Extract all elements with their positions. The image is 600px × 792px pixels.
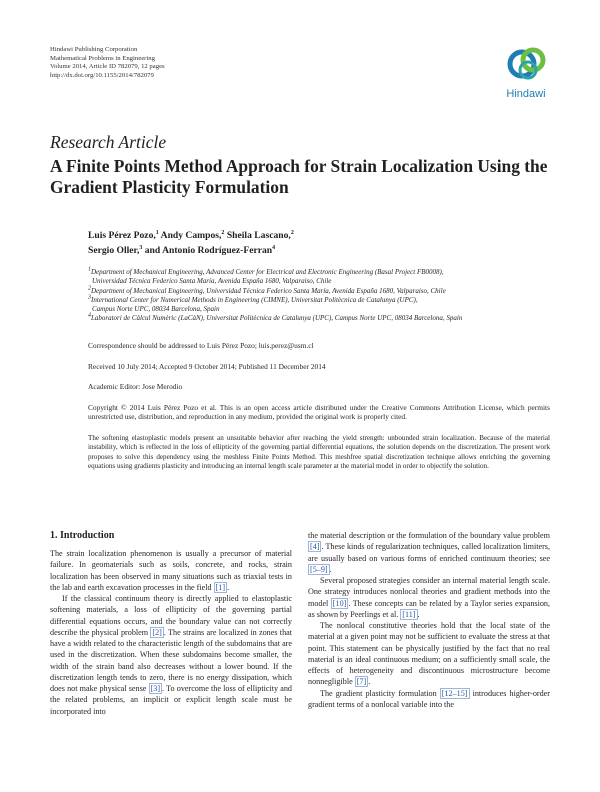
- paragraph: [308, 575, 550, 620]
- paragraph-text: the material description or the formulation of the boundary value problem: [308, 531, 550, 540]
- author-name: Sheila Lascano,: [226, 230, 291, 241]
- paragraph-text: .: [368, 677, 371, 687]
- affiliation-item: [88, 296, 558, 305]
- paragraph: [308, 688, 550, 711]
- paragraph-text: . These concepts can be related by a Taylor series expansion, as shown by Peerlings et al.: [308, 598, 551, 619]
- affiliation-text: Department of Mechanical Engineering, Advanced Center for Electrical and Electronic Engineering (Basal Project FB0008),: [91, 268, 444, 276]
- citation-link[interactable]: [5–9]: [310, 564, 328, 574]
- affiliation-item: [88, 287, 558, 296]
- paragraph-text: . To overcome the loss of ellipticity and the related problems, an implicit or explicit length scale must be incorporated into: [50, 684, 292, 716]
- citation-link[interactable]: [12–15]: [441, 688, 468, 698]
- paragraph-text: .: [329, 564, 332, 574]
- author-sup: 2: [290, 229, 294, 236]
- author-name: Sergio Oller,: [88, 245, 140, 256]
- affiliation-sup: 4: [88, 313, 91, 320]
- paragraph: [308, 620, 550, 688]
- citation-link[interactable]: [7]: [356, 677, 367, 687]
- citation-link[interactable]: [3]: [150, 684, 161, 693]
- correspondence: Correspondence should be addressed to Luis Pérez Pozo; luis.perez@usm.cl: [88, 341, 314, 350]
- citation-link[interactable]: [1]: [215, 582, 226, 592]
- paragraph-text: .: [227, 582, 230, 592]
- citation-link[interactable]: [10]: [332, 598, 347, 608]
- left-column: [50, 548, 292, 717]
- paragraph-text: . These kinds of regularization techniques, called localization limiters, are usually based on various forms of enriched continuum theories; see: [308, 542, 550, 563]
- copyright: Copyright © 2014 Luis Pérez Pozo et al. This is an open access article distributed under the Creative Commons Attribution License, which permits unrestricted use, distribution, and reproduction in any medium, provided the original work is properly cited.: [88, 403, 550, 422]
- section-heading: 1. Introduction: [50, 530, 115, 541]
- author-sup: 4: [272, 244, 276, 251]
- hindawi-logo: [498, 44, 554, 104]
- journal-name-line: Mathematical Problems in Engineering: [50, 54, 155, 62]
- paragraph: [50, 548, 292, 593]
- affiliation-text: International Center for Numerical Methods in Engineering (CIMNE), Universitat Politècnica de Catalunya (UPC),: [91, 295, 418, 304]
- affiliations: [88, 268, 558, 324]
- affiliation-item: [88, 314, 558, 323]
- citation-link[interactable]: [4]: [310, 542, 320, 552]
- paragraph-text: introduces higher-order gradient terms of a nonlocal variable into the: [308, 688, 550, 709]
- dates: Received 10 July 2014; Accepted 9 October 2014; Published 11 December 2014: [88, 362, 326, 371]
- publisher-line: Hindawi Publishing Corporation: [50, 46, 138, 53]
- paragraph: [50, 593, 292, 717]
- affiliation-text: Department of Mechanical Engineering, Universidad Técnica Federico Santa María, Avenida España 1680, Valparaiso, Chile: [91, 286, 446, 295]
- right-column: [308, 530, 550, 710]
- paper-title: A Finite Points Method Approach for Strain Localization Using the Gradient Plasticity Formulation: [50, 156, 548, 197]
- volume-line: Volume 2014, Article ID 782079, 12 pages: [50, 63, 165, 71]
- affiliation-sup: 2: [88, 285, 91, 292]
- paragraph-text: Several proposed strategies consider an internal material length scale. One strategy introduces nonlocal theories and gradient methods into the model: [308, 576, 550, 608]
- author-name: Andy Campos,: [160, 230, 222, 241]
- author-list: [88, 228, 528, 258]
- author-sup: 3: [139, 244, 143, 251]
- paragraph-text: . The strains are localized in zones that have a width related to the characteristic length of the subdomains that are used in the discretization. When these subdomains become smaller, the width of the strain band also decreases without a lower bound. If the discretization length tends to zero, there is no energy dissipation, which does not make physical sense: [50, 627, 292, 693]
- author-name: and Antonio Rodríguez-Ferran: [144, 245, 273, 256]
- author-name: Luis Pérez Pozo,: [88, 230, 156, 241]
- hindawi-rings-icon: [498, 44, 554, 86]
- academic-editor: Academic Editor: Jose Merodio: [88, 382, 183, 391]
- paragraph-text: If the classical continuum theory is directly applied to elastoplastic softening materials, a loss of ellipticity of the governing partial differential equations occurs, and the boundary value can not correctly describe the physical problem: [50, 594, 292, 637]
- citation-link[interactable]: [2]: [152, 627, 162, 637]
- affiliation-item-cont: Campus Norte UPC, 08034 Barcelona, Spain: [92, 305, 220, 314]
- author-sup: 2: [221, 229, 225, 236]
- hindawi-logo-text: Hindawi: [506, 88, 546, 100]
- doi-link[interactable]: http://dx.doi.org/10.1155/2014/782079: [50, 71, 154, 79]
- paragraph-text: The strain localization phenomenon is usually a precursor of material failure. In geomaterials such as soils, concrete, and rocks, strain localization has been observed in many situations such as triaxial tests in the lab and earth excavation processes in the field: [50, 549, 292, 592]
- author-sup: 1: [155, 229, 159, 236]
- paragraph-text: The gradient plasticity formulation: [320, 688, 437, 698]
- affiliation-sup: 1: [88, 266, 91, 273]
- affiliation-sup: 3: [88, 294, 91, 301]
- citation-link[interactable]: [11]: [402, 609, 416, 619]
- affiliation-item-cont: Universidad Técnica Federico Santa María, Avenida España 1680, Valparaiso, Chile: [92, 277, 332, 286]
- abstract: The softening elastoplastic models present an unsuitable behavior after reaching the yield strength: unbounded strain localization. Because of the material instability, which is reflected in the loss of ellipticity of the governing partial differential equations, the solution depends on the discretization. The present work proposes to solve this dependency using the meshless Finite Points Method. This meshfree spatial discretization technique allows enriching the governing equations using gradients plasticity and introducing an internal length scale parameter at the material model in order to objectify the solution.: [88, 434, 550, 471]
- journal-header: [50, 46, 165, 80]
- paragraph: [308, 530, 550, 575]
- paragraph-text: The nonlocal constitutive theories hold that the local state of the material at a given point may not be sufficient to evaluate the stress at that point. This statement can be physically justified by the fact that no real material is an ideal continuous medium; on a sufficiently small scale, the effects of heterogeneity and discontinuous microstructure become nonnegligible: [308, 621, 550, 687]
- affiliation-text: Laboratori de Càlcul Numèric (LaCàN), Universitat Politècnica de Catalunya (UPC), Campus Norte UPC, 08034 Barcelona, Spain: [91, 314, 463, 323]
- paragraph-text: .: [417, 609, 420, 619]
- affiliation-item: [88, 268, 558, 277]
- article-type: Research Article: [50, 132, 167, 152]
